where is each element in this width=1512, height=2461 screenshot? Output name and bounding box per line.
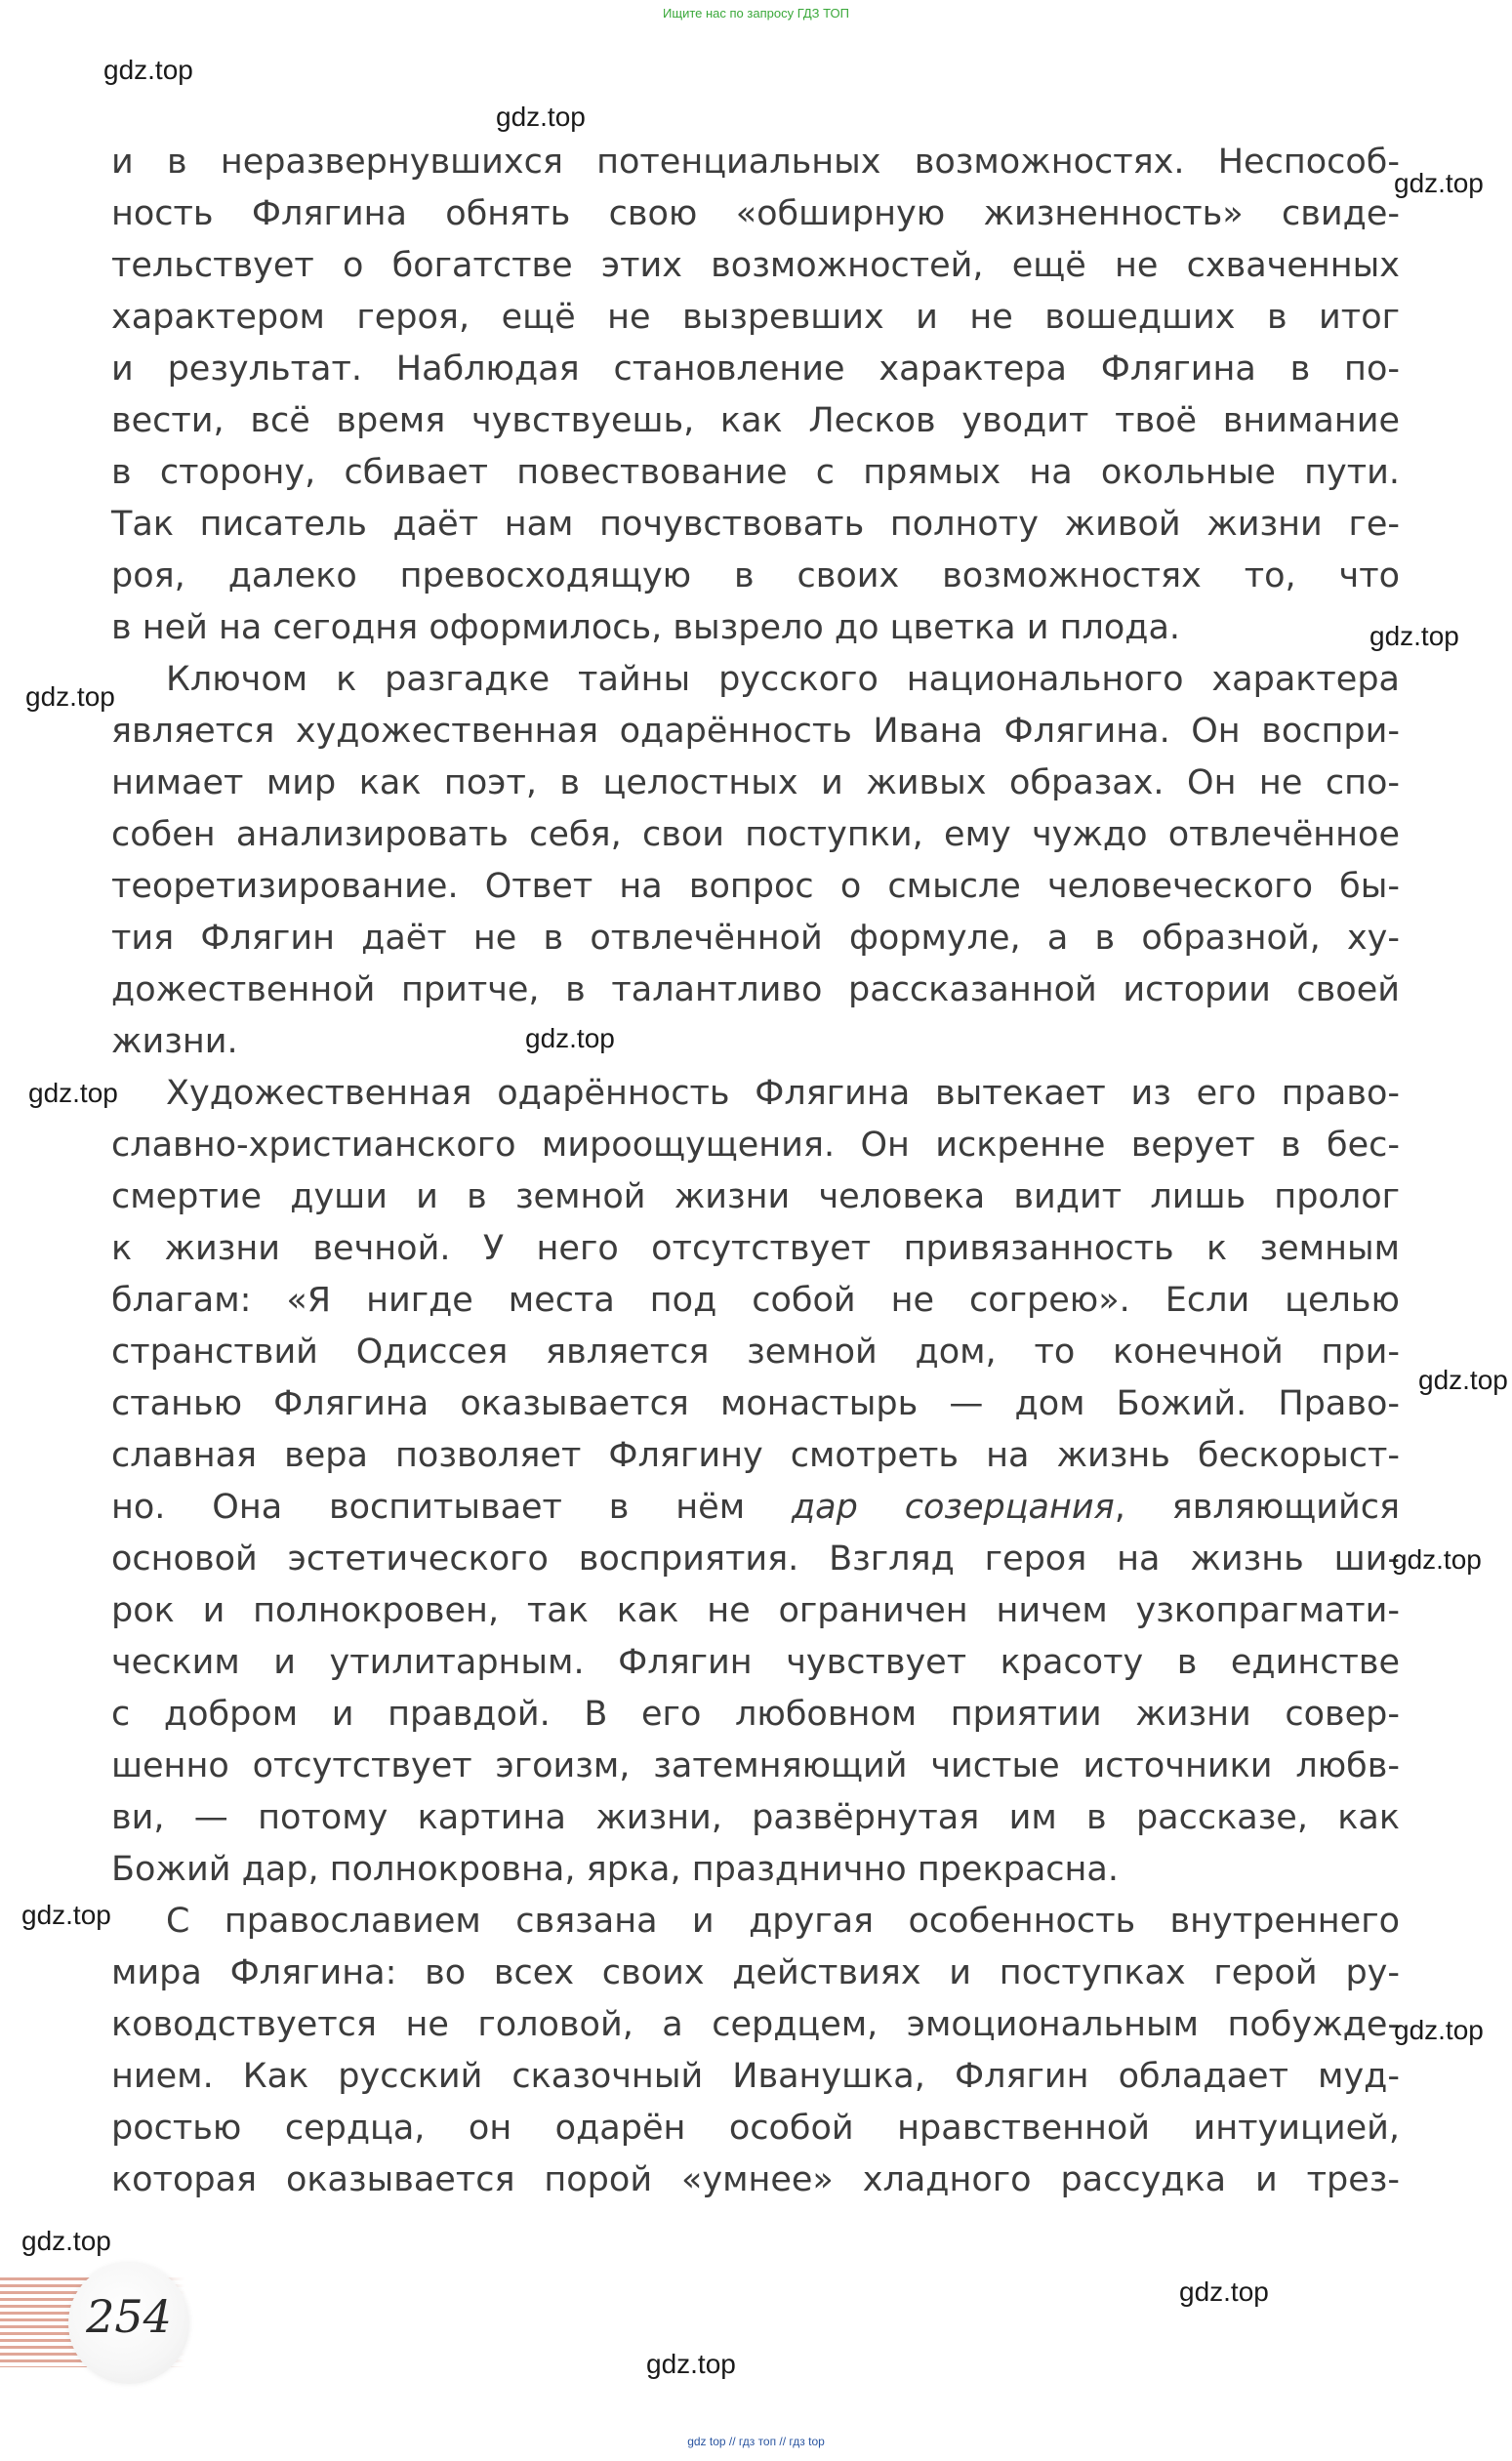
text-line: теоретизирование. Ответ на вопрос о смысле человеческого бы- — [111, 867, 1400, 906]
text-line: вести, всё время чувствуешь, как Лесков уводит твоё внимание — [111, 401, 1400, 440]
text-line: которая оказывается порой «умнее» хладного рассудка и трез- — [111, 2160, 1400, 2199]
main-text — [111, 137, 1400, 2206]
text-line: славно-христианского мироощущения. Он искренне верует в бес- — [111, 1126, 1400, 1165]
watermark: gdz.top — [1369, 621, 1459, 651]
paragraph-first-line: Художественная одарённость Флягина вытекает из его право- — [166, 1074, 1400, 1113]
watermark: gdz.top — [1392, 1544, 1482, 1575]
text-line: с добром и правдой. В его любовном приятии жизни совер- — [111, 1695, 1400, 1734]
text-line: тельствует о богатстве этих возможностей, ещё не схваченных — [111, 246, 1400, 285]
watermark: gdz.top — [25, 681, 115, 712]
watermark: gdz.top — [646, 2349, 736, 2379]
text-line: Божий дар, полнокровна, ярка, празднично прекрасна. — [111, 1850, 1119, 1889]
text-line: к жизни вечной. У него отсутствует привязанность к земным — [111, 1229, 1400, 1268]
text-line: мира Флягина: во всех своих действиях и поступках герой ру- — [111, 1953, 1400, 1992]
text-line: смертие души и в земной жизни человека видит лишь пролог — [111, 1177, 1400, 1216]
text-line: тия Флягин даёт не в отвлечённой формуле, а в образной, ху- — [111, 919, 1400, 958]
text-line: роя, далеко превосходящую в своих возможностях то, что — [111, 556, 1400, 595]
text-segment: , являющийся — [1114, 1488, 1400, 1527]
paragraph-first-line: Ключом к разгадке тайны русского национального характера — [166, 660, 1400, 699]
text-line: шенно отсутствует эгоизм, затемняющий чистые источники любв- — [111, 1746, 1400, 1785]
watermark: gdz.top — [28, 1078, 118, 1108]
text-line: странствий Одиссея является земной дом, то конечной при- — [111, 1333, 1400, 1372]
top-banner: Ищите нас по запросу ГДЗ ТОП — [663, 6, 849, 21]
text-line: нием. Как русский сказочный Иванушка, Флягин обладает муд- — [111, 2057, 1400, 2096]
watermark: gdz.top — [525, 1023, 615, 1053]
text-line: характером героя, ещё не вызревших и не вошедших в итог — [111, 298, 1400, 337]
text-line: является художественная одарённость Ивана Флягина. Он воспри- — [111, 712, 1400, 751]
text-line: славная вера позволяет Флягину смотреть на жизнь бескорыст- — [111, 1436, 1400, 1475]
text-line: Так писатель даёт нам почувствовать полноту живой жизни ге- — [111, 505, 1400, 544]
watermark: gdz.top — [103, 55, 193, 85]
text-line: и в неразвернувшихся потенциальных возможностях. Неспособ- — [111, 143, 1400, 182]
text-segment: но. Она воспитывает в нём — [111, 1488, 792, 1527]
text-line: жизни. — [111, 1022, 238, 1061]
text-line: дожественной притче, в талантливо рассказанной истории своей — [111, 970, 1400, 1009]
italic-term: дар созерцания — [791, 1488, 1115, 1527]
text-line: ростью сердца, он одарён особой нравственной интуицией, — [111, 2109, 1400, 2148]
text-line: рок и полнокровен, так как не ограничен ничем узкопрагмати- — [111, 1591, 1400, 1630]
text-line: собен анализировать себя, свои поступки, ему чуждо отвлечённое — [111, 815, 1400, 854]
text-line: и результат. Наблюдая становление характера Флягина в по- — [111, 349, 1400, 389]
text-line: ководствуется не головой, а сердцем, эмоциональным побужде- — [111, 2005, 1400, 2044]
text-line: в сторону, сбивает повествование с прямых на окольные пути. — [111, 453, 1400, 492]
watermark: gdz.top — [21, 1900, 111, 1930]
page-number: 254 — [86, 2290, 172, 2343]
bottom-banner: gdz top // гдз топ // гдз top — [687, 2435, 825, 2448]
text-line-with-emphasis — [111, 1482, 1400, 1534]
watermark: gdz.top — [1394, 2015, 1484, 2045]
watermark: gdz.top — [21, 2226, 111, 2256]
watermark: gdz.top — [1394, 168, 1484, 198]
text-line: станью Флягина оказывается монастырь — дом Божий. Право- — [111, 1384, 1400, 1423]
watermark: gdz.top — [1418, 1365, 1508, 1395]
watermark: gdz.top — [1179, 2276, 1269, 2307]
paragraph-first-line: С православием связана и другая особенность внутреннего — [166, 1902, 1400, 1941]
text-line: ность Флягина обнять свою «обширную жизненность» свиде- — [111, 194, 1400, 233]
text-line: ви, — потому картина жизни, развёрнутая им в рассказе, как — [111, 1798, 1400, 1837]
text-line: в ней на сегодня оформилось, вызрело до цветка и плода. — [111, 608, 1181, 647]
text-line: основой эстетического восприятия. Взгляд героя на жизнь ши- — [111, 1539, 1400, 1579]
text-line: нимает мир как поэт, в целостных и живых образах. Он не спо- — [111, 763, 1400, 802]
text-line: ческим и утилитарным. Флягин чувствует красоту в единстве — [111, 1643, 1400, 1682]
watermark: gdz.top — [496, 102, 586, 132]
text-line: благам: «Я нигде места под собой не согрею». Если целью — [111, 1281, 1400, 1320]
